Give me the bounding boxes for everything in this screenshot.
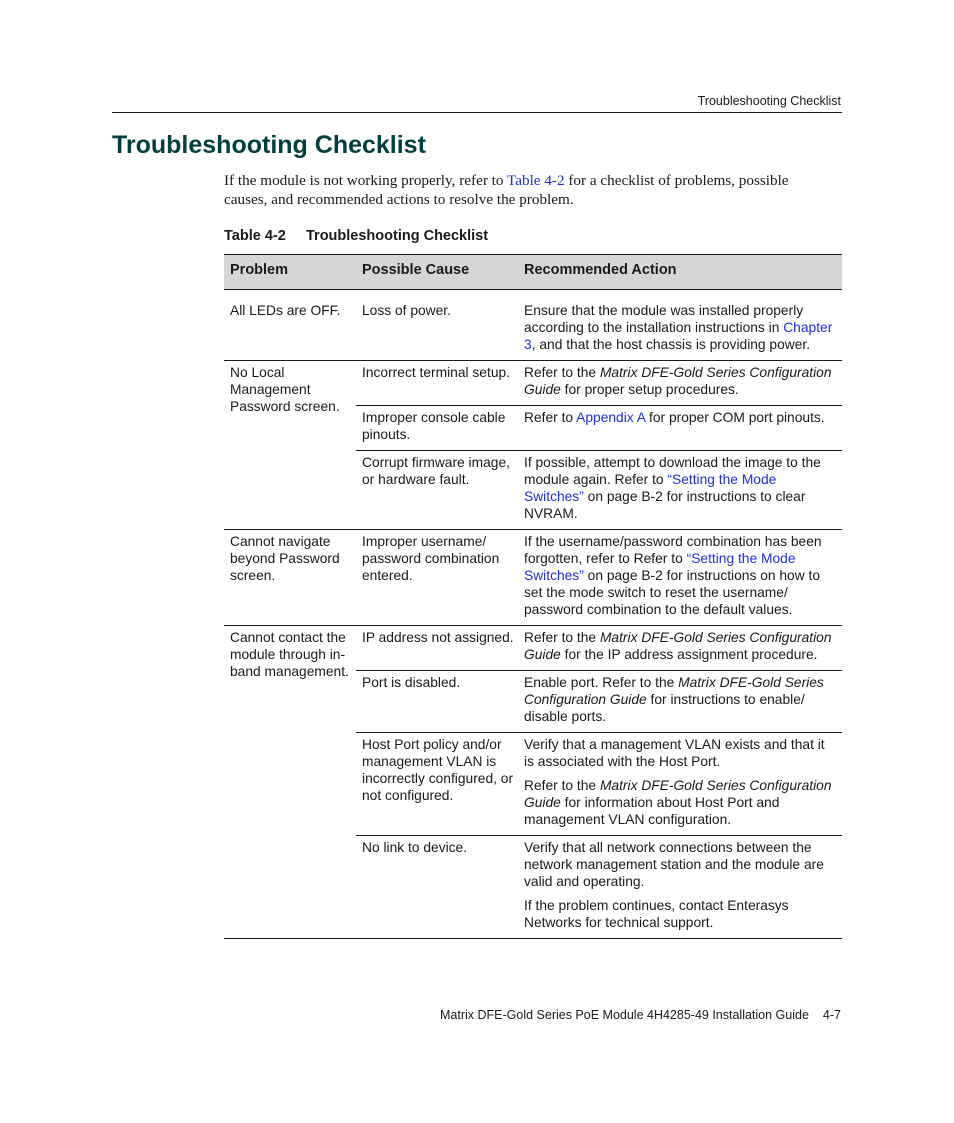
action-text: Refer to the — [524, 630, 600, 645]
guide-title-italic: Matrix DFE-Gold Series Configuration Guide — [524, 630, 832, 662]
action-text: Refer to the — [524, 778, 600, 793]
cause-cell: Corrupt firmware image, or hardware fault. — [356, 451, 518, 530]
action-text: for information about Host Port and management VLAN configuration. — [524, 795, 780, 827]
table-header-row — [224, 255, 842, 290]
action-cell — [518, 361, 842, 406]
table-caption — [224, 228, 488, 244]
footer-guide-title: Matrix DFE-Gold Series PoE Module 4H4285-49 Installation Guide — [439, 1008, 809, 1022]
action-text: Ensure that the module was installed properly according to the installation instructions in — [524, 303, 804, 335]
column-header-problem: Problem — [224, 255, 356, 290]
intro-paragraph — [224, 171, 834, 209]
action-text: Refer to the — [524, 365, 600, 380]
problem-cell: Cannot contact the module through in-band management. — [224, 626, 356, 939]
intro-text-before: If the module is not working properly, refer to — [224, 172, 508, 189]
action-text: for proper setup procedures. — [560, 382, 739, 397]
action-cell — [518, 626, 842, 671]
action-cell — [518, 406, 842, 451]
action-cell — [518, 451, 842, 530]
troubleshooting-table — [224, 254, 842, 939]
appendix-a-link[interactable]: Appendix A — [576, 410, 646, 425]
table-caption-number: Table 4-2 — [224, 228, 286, 244]
action-text: on page B-2 for instructions to clear NVRAM. — [524, 489, 806, 521]
cause-cell: Host Port policy and/or management VLAN is incorrectly configured, or not configured. — [356, 733, 518, 836]
cause-cell: IP address not assigned. — [356, 626, 518, 671]
action-text: , and that the host chassis is providing power. — [531, 337, 811, 352]
cause-cell: Incorrect terminal setup. — [356, 361, 518, 406]
action-text: for instructions to enable/ disable ports. — [524, 692, 805, 724]
cause-cell: Improper console cable pinouts. — [356, 406, 518, 451]
footer-page-number: 4-7 — [822, 1008, 841, 1022]
action-cell — [518, 290, 842, 361]
column-header-cause: Possible Cause — [356, 255, 518, 290]
table-caption-title: Troubleshooting Checklist — [306, 228, 489, 244]
action-text: on page B-2 for instructions on how to set the mode switch to reset the username/ password combination to the default values. — [524, 568, 821, 617]
action-text: If the username/password combination has been forgotten, refer to Refer to — [524, 534, 822, 566]
action-text: If possible, attempt to download the image to the module again. Refer to — [524, 455, 821, 487]
running-header: Troubleshooting Checklist — [697, 94, 841, 108]
cause-cell: Loss of power. — [356, 290, 518, 361]
guide-title-italic: Matrix DFE-Gold Series Configuration Guide — [524, 365, 832, 397]
problem-cell: No Local Management Password screen. — [224, 361, 356, 530]
action-text: for the IP address assignment procedure. — [560, 647, 818, 662]
column-header-action: Recommended Action — [518, 255, 842, 290]
table-row — [224, 290, 842, 361]
action-cell — [518, 836, 842, 939]
action-text: Refer to — [524, 410, 577, 425]
table-row — [224, 530, 842, 626]
chapter-3-link[interactable]: Chapter 3 — [524, 320, 833, 352]
page-title: Troubleshooting Checklist — [112, 131, 426, 159]
table-4-2-link[interactable]: Table 4-2 — [507, 172, 565, 189]
guide-title-italic: Matrix DFE-Gold Series Configuration Guide — [524, 675, 824, 707]
action-text: Verify that all network connections between the network management station and the module are valid and operating. — [524, 840, 824, 889]
guide-title-italic: Matrix DFE-Gold Series Configuration Guide — [524, 778, 832, 810]
table-row — [224, 626, 842, 671]
action-cell — [518, 733, 842, 836]
action-text: for proper COM port pinouts. — [645, 410, 825, 425]
action-text: Verify that a management VLAN exists and that it is associated with the Host Port. — [524, 737, 825, 769]
action-cell — [518, 671, 842, 733]
cause-cell: Improper username/ password combination entered. — [356, 530, 518, 626]
setting-mode-switches-link[interactable]: “Setting the Mode Switches” — [524, 551, 796, 583]
page-footer — [440, 1008, 841, 1022]
action-cell — [518, 530, 842, 626]
header-rule — [112, 112, 842, 113]
cause-cell: No link to device. — [356, 836, 518, 939]
action-paragraph-2: If the problem continues, contact Enterasys Networks for technical support. — [524, 898, 789, 930]
intro-text-after: for a checklist of problems, possible causes, and recommended actions to resolve the problem. — [224, 172, 789, 208]
problem-cell: Cannot navigate beyond Password screen. — [224, 530, 356, 626]
problem-cell: All LEDs are OFF. — [224, 290, 356, 361]
action-text: Enable port. Refer to the — [524, 675, 679, 690]
cause-cell: Port is disabled. — [356, 671, 518, 733]
table-row — [224, 361, 842, 406]
setting-mode-switches-link[interactable]: “Setting the Mode Switches” — [524, 472, 777, 504]
action-paragraph-2 — [524, 777, 838, 828]
